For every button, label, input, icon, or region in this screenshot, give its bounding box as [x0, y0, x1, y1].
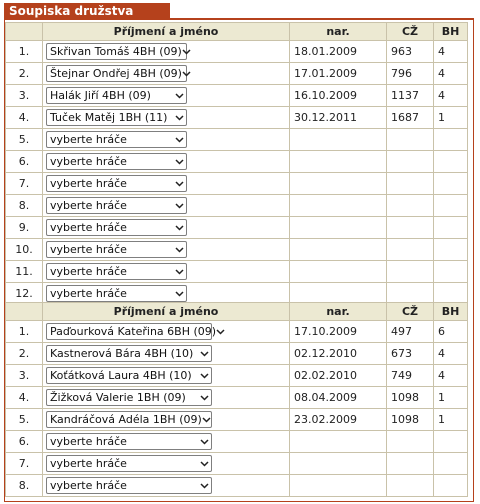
- cz-value: [387, 129, 434, 151]
- roster-title: Soupiska družstva: [4, 3, 170, 20]
- header-born: nar.: [290, 303, 387, 321]
- row-number: 5.: [6, 409, 43, 431]
- row-number: 10.: [6, 239, 43, 261]
- chevron-down-icon: [198, 368, 211, 383]
- header-no: [6, 303, 43, 321]
- birth-date: [290, 239, 387, 261]
- player-select[interactable]: [46, 477, 212, 494]
- player-select[interactable]: [46, 345, 212, 362]
- chevron-down-icon: [198, 346, 211, 361]
- chevron-down-icon: [182, 44, 191, 59]
- player-select-value: vyberte hráče: [50, 221, 127, 234]
- player-select-value: vyberte hráče: [50, 177, 127, 190]
- player-select-value: Kastnerová Bára 4BH (10): [50, 347, 194, 360]
- player-row: [6, 129, 468, 151]
- player-select-value: vyberte hráče: [50, 199, 127, 212]
- row-number: 6.: [6, 431, 43, 453]
- row-number: 3.: [6, 85, 43, 107]
- player-select-value: vyberte hráče: [50, 435, 127, 448]
- player-row: [6, 453, 468, 475]
- chevron-down-icon: [173, 88, 186, 103]
- cz-value: [387, 151, 434, 173]
- birth-date: [290, 195, 387, 217]
- bh-value: [434, 151, 468, 173]
- row-number: 8.: [6, 195, 43, 217]
- player-select[interactable]: [46, 433, 212, 450]
- cz-value: [387, 475, 434, 497]
- player-select[interactable]: [46, 389, 212, 406]
- player-select-value: Štejnar Ondřej 4BH (09): [50, 67, 182, 80]
- cz-value: [387, 431, 434, 453]
- row-number: 5.: [6, 129, 43, 151]
- player-select-value: vyberte hráče: [50, 479, 127, 492]
- player-cell: [43, 107, 290, 129]
- roster-table-2: [5, 302, 468, 497]
- player-row: [6, 387, 468, 409]
- chevron-down-icon: [173, 286, 186, 301]
- player-select[interactable]: [46, 153, 187, 170]
- bh-value: 4: [434, 41, 468, 63]
- bh-value: [434, 129, 468, 151]
- header-name: Příjmení a jméno: [43, 303, 290, 321]
- bh-value: 1: [434, 107, 468, 129]
- header-row: [6, 303, 468, 321]
- cz-value: [387, 261, 434, 283]
- cz-value: 1098: [387, 409, 434, 431]
- birth-date: [290, 261, 387, 283]
- cz-value: 796: [387, 63, 434, 85]
- player-row: [6, 321, 468, 343]
- birth-date: [290, 217, 387, 239]
- bh-value: 6: [434, 321, 468, 343]
- chevron-down-icon: [173, 132, 186, 147]
- birth-date: 08.04.2009: [290, 387, 387, 409]
- chevron-down-icon: [173, 110, 186, 125]
- row-number: 12.: [6, 283, 43, 305]
- cz-value: 1137: [387, 85, 434, 107]
- player-cell: [43, 365, 290, 387]
- cz-value: 1687: [387, 107, 434, 129]
- bh-value: [434, 475, 468, 497]
- bh-value: 1: [434, 409, 468, 431]
- player-row: [6, 41, 468, 63]
- birth-date: 17.10.2009: [290, 321, 387, 343]
- player-row: [6, 343, 468, 365]
- player-select-value: vyberte hráče: [50, 287, 127, 300]
- birth-date: [290, 475, 387, 497]
- birth-date: 18.01.2009: [290, 41, 387, 63]
- header-cz: CŽ: [387, 23, 434, 41]
- birth-date: 02.02.2010: [290, 365, 387, 387]
- player-cell: [43, 173, 290, 195]
- bh-value: [434, 431, 468, 453]
- bh-value: [434, 173, 468, 195]
- cz-value: 749: [387, 365, 434, 387]
- chevron-down-icon: [198, 456, 211, 471]
- birth-date: [290, 453, 387, 475]
- chevron-down-icon: [198, 390, 211, 405]
- row-number: 7.: [6, 453, 43, 475]
- player-cell: [43, 217, 290, 239]
- birth-date: 02.12.2010: [290, 343, 387, 365]
- player-row: [6, 195, 468, 217]
- header-name: Příjmení a jméno: [43, 23, 290, 41]
- player-cell: [43, 321, 290, 343]
- chevron-down-icon: [173, 242, 186, 257]
- bh-value: [434, 217, 468, 239]
- player-cell: [43, 239, 290, 261]
- bh-value: 4: [434, 343, 468, 365]
- player-select-value: Koťátková Laura 4BH (10): [50, 369, 192, 382]
- cz-value: [387, 239, 434, 261]
- player-select[interactable]: [46, 65, 187, 82]
- player-cell: [43, 387, 290, 409]
- player-select[interactable]: [46, 455, 212, 472]
- chevron-down-icon: [173, 176, 186, 191]
- bh-value: 4: [434, 85, 468, 107]
- player-select-value: vyberte hráče: [50, 133, 127, 146]
- cz-value: [387, 195, 434, 217]
- row-number: 11.: [6, 261, 43, 283]
- player-select-value: Skřivan Tomáš 4BH (09): [50, 45, 182, 58]
- player-select-value: Žižková Valerie 1BH (09): [50, 391, 186, 404]
- player-cell: [43, 475, 290, 497]
- cz-value: 497: [387, 321, 434, 343]
- player-row: [6, 261, 468, 283]
- birth-date: 17.01.2009: [290, 63, 387, 85]
- player-cell: [43, 261, 290, 283]
- player-row: [6, 475, 468, 497]
- chevron-down-icon: [198, 434, 211, 449]
- chevron-down-icon: [202, 412, 211, 427]
- player-cell: [43, 343, 290, 365]
- row-number: 3.: [6, 365, 43, 387]
- cz-value: 963: [387, 41, 434, 63]
- bh-value: [434, 239, 468, 261]
- chevron-down-icon: [173, 198, 186, 213]
- birth-date: [290, 173, 387, 195]
- player-select[interactable]: [46, 87, 187, 104]
- player-select-value: Tuček Matěj 1BH (11): [50, 111, 168, 124]
- player-row: [6, 63, 468, 85]
- player-select-value: vyberte hráče: [50, 243, 127, 256]
- player-row: [6, 173, 468, 195]
- birth-date: 30.12.2011: [290, 107, 387, 129]
- row-number: 8.: [6, 475, 43, 497]
- row-number: 2.: [6, 63, 43, 85]
- birth-date: [290, 431, 387, 453]
- header-row: [6, 23, 468, 41]
- player-select[interactable]: [46, 323, 217, 340]
- player-select-value: Kandráčová Adéla 1BH (09): [50, 413, 202, 426]
- chevron-down-icon: [182, 66, 191, 81]
- player-select[interactable]: [46, 219, 187, 236]
- row-number: 4.: [6, 387, 43, 409]
- cz-value: 673: [387, 343, 434, 365]
- player-cell: [43, 41, 290, 63]
- player-row: [6, 431, 468, 453]
- player-cell: [43, 63, 290, 85]
- player-select-value: vyberte hráče: [50, 265, 127, 278]
- row-number: 2.: [6, 343, 43, 365]
- bh-value: [434, 195, 468, 217]
- player-select-value: Paďourková Kateřina 6BH (09): [50, 325, 217, 338]
- player-select[interactable]: [46, 109, 187, 126]
- chevron-down-icon: [173, 264, 186, 279]
- header-born: nar.: [290, 23, 387, 41]
- header-bh: BH: [434, 303, 468, 321]
- player-select[interactable]: [46, 241, 187, 258]
- row-number: 9.: [6, 217, 43, 239]
- player-row: [6, 217, 468, 239]
- row-number: 1.: [6, 321, 43, 343]
- player-row: [6, 365, 468, 387]
- cz-value: [387, 453, 434, 475]
- player-cell: [43, 409, 290, 431]
- header-bh: BH: [434, 23, 468, 41]
- header-cz: CŽ: [387, 303, 434, 321]
- player-select[interactable]: [46, 367, 212, 384]
- bh-value: [434, 453, 468, 475]
- birth-date: [290, 151, 387, 173]
- bh-value: [434, 261, 468, 283]
- row-number: 6.: [6, 151, 43, 173]
- player-row: [6, 107, 468, 129]
- player-row: [6, 151, 468, 173]
- player-cell: [43, 195, 290, 217]
- birth-date: 23.02.2009: [290, 409, 387, 431]
- chevron-down-icon: [173, 154, 186, 169]
- player-select[interactable]: [46, 131, 187, 148]
- row-number: 4.: [6, 107, 43, 129]
- row-number: 1.: [6, 41, 43, 63]
- player-select-value: vyberte hráče: [50, 457, 127, 470]
- chevron-down-icon: [173, 220, 186, 235]
- bh-value: 4: [434, 63, 468, 85]
- birth-date: 16.10.2009: [290, 85, 387, 107]
- player-row: [6, 409, 468, 431]
- player-select[interactable]: [46, 197, 187, 214]
- chevron-down-icon: [216, 324, 225, 339]
- bh-value: 4: [434, 365, 468, 387]
- player-cell: [43, 431, 290, 453]
- header-no: [6, 23, 43, 41]
- chevron-down-icon: [198, 478, 211, 493]
- row-number: 7.: [6, 173, 43, 195]
- player-row: [6, 239, 468, 261]
- cz-value: 1098: [387, 387, 434, 409]
- player-select[interactable]: [46, 411, 212, 428]
- player-select[interactable]: [46, 43, 187, 60]
- player-cell: [43, 453, 290, 475]
- birth-date: [290, 129, 387, 151]
- player-select[interactable]: [46, 175, 187, 192]
- player-select-value: vyberte hráče: [50, 155, 127, 168]
- player-cell: [43, 129, 290, 151]
- roster-table-1: [5, 22, 468, 305]
- player-cell: [43, 85, 290, 107]
- player-select[interactable]: [46, 263, 187, 280]
- player-select-value: Halák Jiří 4BH (09): [50, 89, 151, 102]
- player-cell: [43, 151, 290, 173]
- cz-value: [387, 217, 434, 239]
- cz-value: [387, 173, 434, 195]
- player-row: [6, 85, 468, 107]
- bh-value: 1: [434, 387, 468, 409]
- player-select[interactable]: [46, 285, 187, 302]
